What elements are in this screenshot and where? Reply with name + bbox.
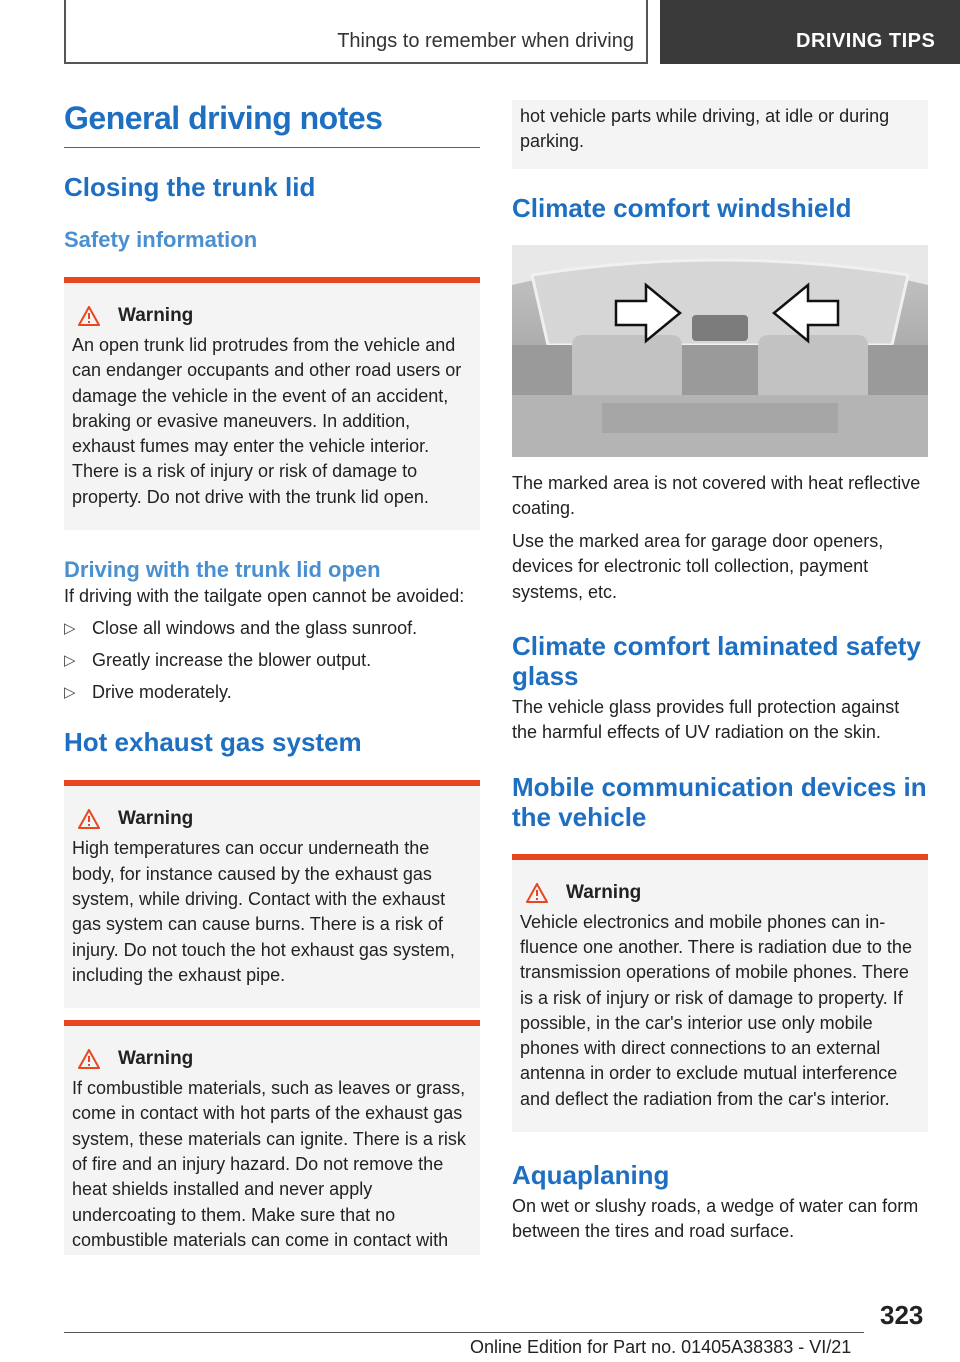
triangle-bullet-icon: ▷	[64, 684, 76, 702]
safety-info-heading: Safety information	[64, 227, 258, 252]
warning-label: Warning	[118, 808, 194, 830]
warning-triangle-icon	[78, 809, 100, 829]
windshield-heading: Climate comfort windshield	[512, 192, 852, 223]
continued-warning-text: hot vehicle parts while driving, at idle or during parking.	[520, 106, 890, 152]
mobile-devices-heading: Mobile communication devices in the vehicle	[512, 771, 927, 832]
driving-open-list	[64, 616, 480, 705]
exhaust-warning-box-1	[64, 780, 480, 1008]
chapter-tab	[660, 0, 960, 64]
warning-label: Warning	[566, 881, 642, 903]
page-title: General driving notes	[64, 100, 480, 148]
mobile-warning-box	[512, 854, 928, 1132]
laminated-glass-text: The vehicle glass provides full protection against the harmful effects of UV radiation on the skin.	[512, 697, 900, 743]
warning-triangle-icon	[78, 1049, 100, 1069]
footer-divider	[64, 1332, 864, 1333]
section-title: Things to remember when driving	[337, 30, 634, 52]
left-column	[64, 100, 480, 1255]
warning-text: Vehicle electronics and mobile phones can influence one another. There is radiation due to the transmission operations of mobile phones. There is a risk of injury or risk of damage to property. If possible, in the car's interior use only mobile phones with direct connections to an external antenna in order to exclude mutual interference and deflect the radiation from the car's interior.	[520, 911, 912, 1109]
warning-label: Warning	[118, 1048, 194, 1070]
exhaust-warning-box-2	[64, 1020, 480, 1255]
windshield-para-1: The marked area is not covered with heat reflective coating.	[512, 472, 921, 518]
triangle-bullet-icon: ▷	[64, 652, 76, 670]
aquaplaning-text: On wet or slushy roads, a wedge of water can form between the tires and road surface.	[512, 1196, 919, 1242]
chapter-tab-label: DRIVING TIPS	[796, 30, 936, 52]
warning-triangle-icon	[78, 306, 100, 326]
aquaplaning-heading: Aquaplaning	[512, 1160, 670, 1191]
hot-exhaust-heading: Hot exhaust gas system	[64, 727, 362, 758]
windshield-interior-image	[512, 245, 928, 457]
windshield-para-2: Use the marked area for garage door openers, devices for electronic toll collection, payment systems, etc.	[512, 531, 884, 602]
warning-text: An open trunk lid protrudes from the vehicle and can endanger occupants and other road users or damage the vehicle in the event of an accident, braking or evasive maneuvers. In addition, exhaust fumes may enter the vehicle interior. There is a risk of injury or risk of damage to property. Do not drive with the trunk lid open.	[72, 335, 462, 507]
page-number: 323	[880, 1300, 924, 1330]
driving-open-intro: If driving with the tailgate open cannot be avoided:	[64, 586, 465, 607]
warning-text: If combustible materials, such as leaves or grass, come in contact with hot parts of the exhaust gas system, these materials can ignite. There is a risk of fire and an injury hazard. Do not remove the heat shields installed and never apply undercoating to them. Make sure that no combustible materials can come in contact with	[72, 1078, 466, 1250]
laminated-glass-heading: Climate comfort laminated safety glass	[512, 631, 921, 692]
right-column	[512, 100, 928, 1245]
driving-open-heading: Driving with the trunk lid open	[64, 557, 381, 583]
header-section-box	[64, 0, 648, 64]
closing-trunk-heading: Closing the trunk lid	[64, 172, 316, 202]
edition-text: Online Edition for Part no. 01405A38383 - VI/21	[470, 1337, 852, 1357]
list-item: ▷ Drive moderately.	[64, 680, 480, 705]
warning-label: Warning	[118, 305, 194, 326]
list-item: ▷ Close all windows and the glass sunroof.	[64, 616, 480, 641]
continued-warning-box	[512, 100, 928, 169]
triangle-bullet-icon: ▷	[64, 620, 76, 638]
list-item: ▷ Greatly increase the blower output.	[64, 648, 480, 673]
warning-triangle-icon	[526, 883, 548, 903]
warning-text: High temperatures can occur underneath the body, for instance caused by the exhaust gas system, while driving. Contact with the exhaust gas system can cause burns. There is a risk of injury. Do not touch the hot exhaust gas system, including the exhaust pipe.	[72, 838, 455, 985]
trunk-warning-box	[64, 277, 480, 530]
